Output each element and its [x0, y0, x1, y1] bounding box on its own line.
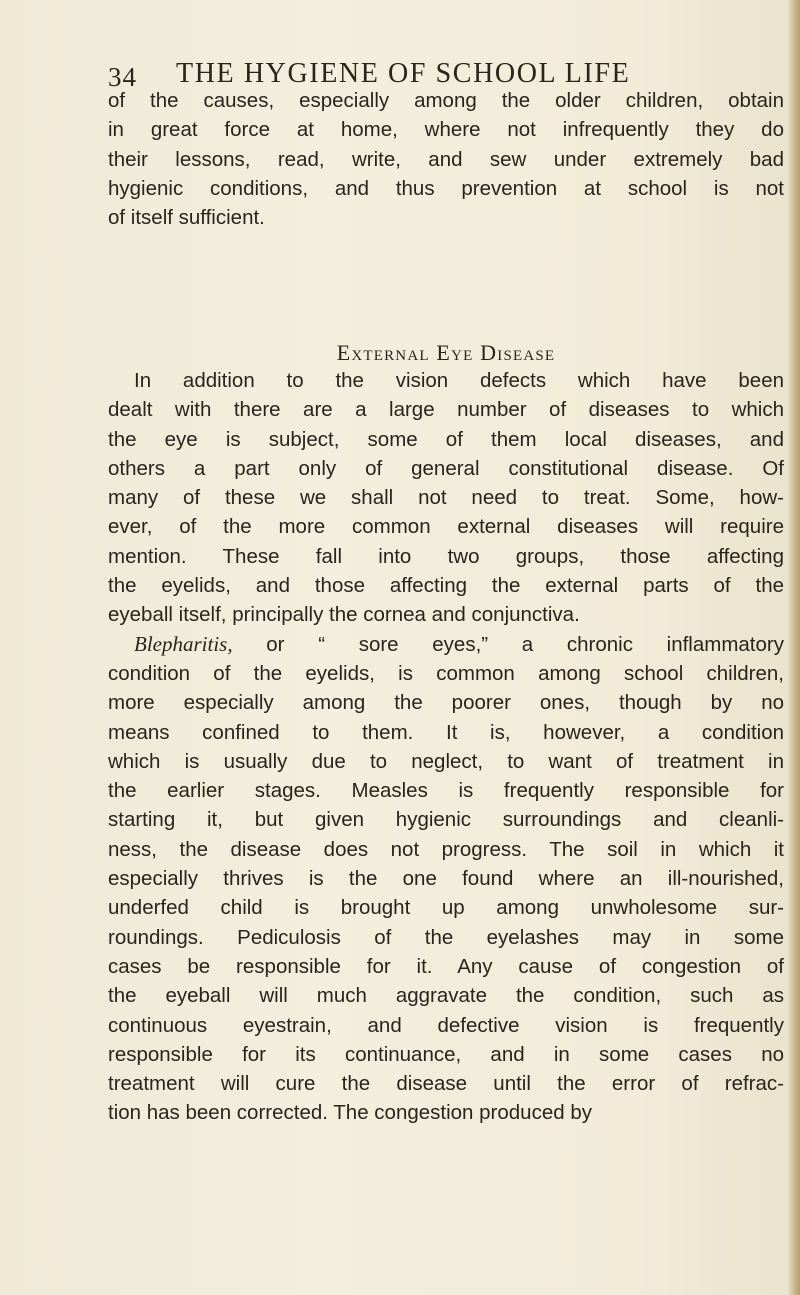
section-heading: External Eye Disease	[336, 340, 556, 365]
text-line: mention. These fall into two groups, those affecting	[108, 544, 784, 568]
text-line: condition of the eyelids, is common among school children,	[108, 661, 784, 685]
text-line: especially thrives is the one found where an ill-nourished,	[108, 867, 784, 891]
text-line: which is usually due to neglect, to want of treatment in	[108, 749, 784, 773]
text-line: many of these we shall not need to treat. Some, how-	[108, 486, 784, 510]
text-line: hygienic conditions, and thus prevention at school is not	[108, 176, 784, 200]
text-line: in great force at home, where not infrequently they do	[108, 118, 784, 142]
text-line: the eyelids, and those affecting the external parts of the	[108, 574, 784, 598]
text-line: cases be responsible for it. Any cause of congestion of	[108, 954, 784, 978]
text-line: starting it, but given hygienic surroundings and cleanli-	[108, 808, 784, 832]
text-line: tion has been corrected. The congestion produced by	[108, 1101, 592, 1125]
section-body	[108, 366, 784, 1128]
text-line: roundings. Pediculosis of the eyelashes may in some	[108, 925, 784, 949]
italic-term: Blepharitis,	[134, 631, 233, 656]
text-fragment: or “ sore eyes,” a chronic inflammatory	[266, 632, 784, 656]
text-line: eyeball itself, principally the cornea and conjunctiva.	[108, 603, 580, 627]
text-line: ness, the disease does not progress. The soil in which it	[108, 837, 784, 861]
paragraph-continuation	[108, 86, 784, 232]
text-line: the eyeball will much aggravate the condition, such as	[108, 984, 784, 1008]
text-line: means confined to them. It is, however, a condition	[108, 720, 784, 744]
text-line: their lessons, read, write, and sew under extremely bad	[108, 147, 784, 171]
text-line: more especially among the poorer ones, though by no	[108, 691, 784, 715]
text-line: of the causes, especially among the older children, obtain	[108, 89, 784, 112]
text-line: underfed child is brought up among unwholesome sur-	[108, 896, 784, 920]
text-line: responsible for its continuance, and in some cases no	[108, 1042, 784, 1066]
text-line: ever, of the more common external diseases will require	[108, 515, 784, 539]
text-line: In addition to the vision defects which have been	[134, 369, 784, 392]
text-line: others a part only of general constitutional disease. Of	[108, 456, 784, 480]
text-line: the eye is subject, some of them local diseases, and	[108, 427, 784, 451]
text-line: continuous eyestrain, and defective vision is frequently	[108, 1013, 784, 1037]
text-line: the earlier stages. Measles is frequently responsible for	[108, 779, 784, 803]
text-line: dealt with there are a large number of diseases to which	[108, 398, 784, 422]
text-line: treatment will cure the disease until the error of refrac-	[108, 1072, 784, 1096]
text-line: of itself sufficient.	[108, 206, 265, 230]
page-edge-shadow	[788, 0, 800, 1295]
text-line-with-term	[108, 630, 784, 659]
page-number: 34	[108, 62, 137, 92]
running-head: THE HYGIENE OF SCHOOL LIFE	[176, 58, 631, 89]
